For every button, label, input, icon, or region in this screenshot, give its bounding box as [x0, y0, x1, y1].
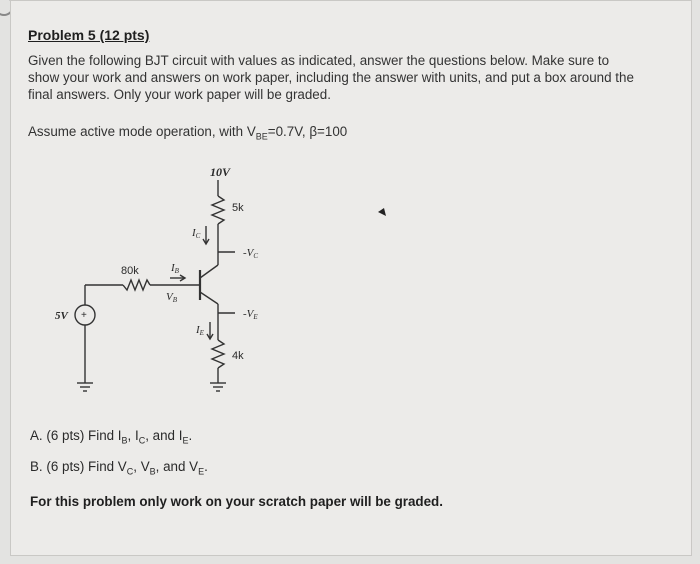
ic-letter: I	[192, 227, 196, 239]
assumption-prefix: Assume active mode operation, with V	[28, 124, 256, 139]
problem-title: Problem 5 (12 pts)	[28, 27, 150, 43]
question-b: B. (6 pts) Find $V_C$, $V_B$, and $V_E$.	[30, 459, 208, 477]
rc-resistor	[212, 196, 224, 224]
question-a: A. (6 pts) Find $I_B$, $I_C$, and $I_E$.	[30, 428, 193, 446]
ie-label	[195, 324, 205, 337]
ic-label	[191, 227, 201, 240]
transistor-emitter	[200, 292, 218, 304]
vc-sub: C	[253, 252, 259, 260]
vb-letter: V	[166, 291, 173, 303]
grading-note: For this problem only work on your scratch paper will be graded.	[30, 494, 443, 509]
re-resistor	[212, 340, 224, 368]
rc-label: 5k	[232, 202, 244, 214]
assumption-suffix: =0.7V, β=100	[267, 124, 348, 139]
rb-label: 80k	[121, 265, 139, 277]
vb-label	[166, 291, 178, 304]
source-label: 5V	[55, 310, 68, 322]
ib-sub: B	[174, 267, 179, 275]
re-label: 4k	[232, 350, 244, 362]
vc-label	[243, 247, 258, 260]
vc-dash: -	[243, 247, 247, 259]
ic-sub: C	[195, 232, 201, 240]
mouse-pointer	[378, 208, 386, 216]
problem-instructions: Given the following BJT circuit with values as indicated, answer the questions below. Make sure to show your work and answers on work paper, including the answer with units, and put a box around the final answers. Only your work paper will be graded.	[28, 53, 634, 102]
transistor-collector	[200, 265, 218, 278]
ib-label	[170, 262, 180, 275]
source-plus: +	[81, 310, 87, 321]
vbe-subscript: BE	[255, 131, 268, 142]
ie-sub: E	[199, 329, 204, 337]
ve-letter: V	[246, 308, 254, 320]
ve-dash: -	[243, 308, 247, 320]
supply-label: 10V	[210, 165, 231, 179]
ie-letter: I	[196, 324, 200, 336]
vc-letter: V	[246, 247, 254, 259]
ve-label	[243, 308, 258, 321]
ve-sub: E	[253, 313, 258, 321]
vb-sub: B	[172, 296, 178, 304]
rb-resistor	[123, 280, 150, 290]
ib-letter: I	[171, 262, 175, 274]
